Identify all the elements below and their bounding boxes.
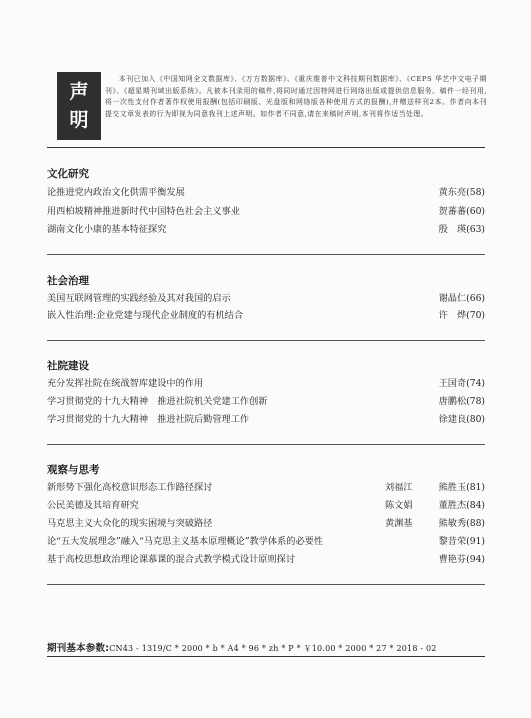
- toc-entry[interactable]: [47, 309, 485, 323]
- article-title: 基于高校思想政治理论课慕课的混合式教学模式设计原则探讨: [47, 554, 296, 565]
- toc-entry[interactable]: [47, 223, 485, 237]
- article-title: 湖南文化小康的基本特征探究: [47, 224, 167, 235]
- toc-entry[interactable]: [47, 517, 485, 531]
- article-title: 马克思主义大众化的现实困境与突破路径: [47, 518, 213, 529]
- article-author-page: 黎昔荣(91): [438, 536, 485, 547]
- article-coauthor: 黄渊基: [385, 518, 413, 529]
- article-coauthor: 陈文娟: [385, 500, 413, 511]
- article-title: 公民美德及其培育研究: [47, 500, 139, 511]
- article-title: 用西柏坡精神推进新时代中国特色社会主义事业: [47, 206, 240, 217]
- article-author-page: 殷 瑛(63): [438, 224, 485, 235]
- article-title: 美国互联网管理的实践经验及其对我国的启示: [47, 293, 231, 304]
- toc-entry[interactable]: [47, 292, 485, 306]
- notice-badge: [57, 72, 101, 140]
- article-author-page: 曹艳芬(94): [438, 554, 485, 565]
- section-title-governance: 社会治理: [47, 275, 89, 287]
- notice-badge-char-2: 明: [69, 109, 89, 131]
- toc-entry[interactable]: [47, 553, 485, 567]
- section-title-institute: 社院建设: [47, 360, 89, 372]
- params-value: CN43 - 1319/C * 2000 * b * A4 * 96 * zh * P * ￥10.00 * 2000 * 27 * 2018 - 02: [109, 644, 437, 653]
- divider: [47, 340, 485, 341]
- article-author-page: 王国奇(74): [438, 378, 485, 389]
- article-author-page: 徐建良(80): [438, 414, 485, 425]
- toc-entry[interactable]: [47, 205, 485, 219]
- article-author-page: 熊胜玉(81): [438, 482, 485, 493]
- article-title: 嵌入性治理:企业党建与现代企业制度的有机结合: [47, 310, 244, 321]
- notice-text: 本刊已加入《中国知网全文数据库》、《万方数据库》、《重庆维普中文科技期刊数据库》、《CEPS 华艺中文电子期刊》、《超星期刊域出版系统》。凡被本刊录用的稿件,将同时通过因特网进行网络出版或提供信息服务。稿件一经刊用,将一次性支付作者著作权使用报酬(包括印刷版、光盘版和网络版各种使用方式的报酬),并赠送样刊2本。作者向本刊提交文章发表的行为即视为同意我刊上述声明。如作者不同意,请在来稿时声明,本刊将作适当处理。: [105, 75, 487, 118]
- divider: [47, 584, 485, 585]
- notice-badge-char-1: 声: [69, 81, 89, 103]
- copyright-notice: [57, 72, 487, 140]
- divider: [47, 656, 485, 657]
- article-author-page: 董胜杰(84): [438, 500, 485, 511]
- article-title: 论“五大发展理念”融入“马克思主义基本原理概论”教学体系的必要性: [47, 536, 324, 547]
- article-title: 论推进党内政治文化供需平衡发展: [47, 187, 185, 198]
- divider: [47, 254, 485, 255]
- toc-entry[interactable]: [47, 377, 485, 391]
- toc-entry[interactable]: [47, 413, 485, 427]
- journal-parameters: [47, 640, 437, 654]
- article-author-page: 许 烨(70): [438, 310, 485, 321]
- params-label: 期刊基本参数:: [47, 643, 110, 654]
- article-author-page: 贺蕃蕃(60): [438, 206, 485, 217]
- toc-entry[interactable]: [47, 499, 485, 513]
- divider: [47, 444, 485, 445]
- article-author-page: 唐鹏松(78): [438, 396, 485, 407]
- article-title: 充分发挥社院在统战智库建设中的作用: [47, 378, 204, 389]
- section-title-culture: 文化研究: [47, 168, 89, 180]
- article-author-page: 谢晶仁(66): [438, 293, 485, 304]
- article-author-page: 熊敏秀(88): [438, 518, 485, 529]
- toc-entry[interactable]: [47, 535, 485, 549]
- toc-entry[interactable]: [47, 186, 485, 200]
- article-title: 学习贯彻党的十九大精神 推进社院机关党建工作创新: [47, 396, 268, 407]
- toc-entry[interactable]: [47, 481, 485, 495]
- article-title: 新形势下强化高校意识形态工作路径探讨: [47, 482, 213, 493]
- divider: [47, 147, 485, 148]
- toc-entry[interactable]: [47, 395, 485, 409]
- article-author-page: 黄东亮(58): [438, 187, 485, 198]
- article-coauthor: 刘福江: [385, 482, 413, 493]
- section-title-observation: 观察与思考: [47, 464, 100, 476]
- article-title: 学习贯彻党的十九大精神 推进社院后勤管理工作: [47, 414, 250, 425]
